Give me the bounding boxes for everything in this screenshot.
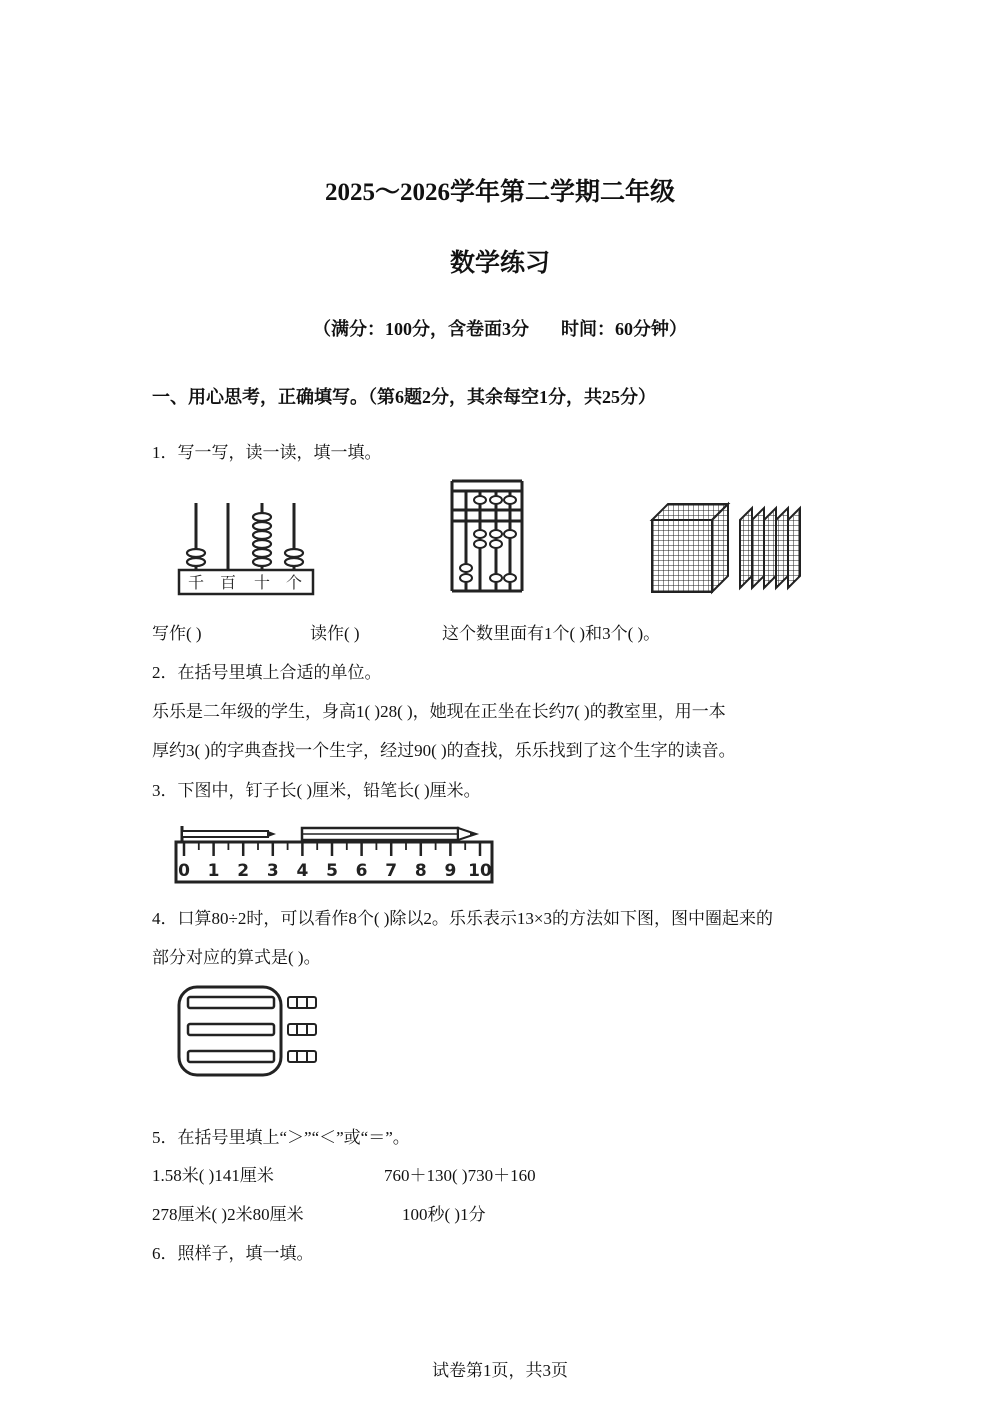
ruler-tick-label: 3 (266, 861, 279, 881)
q4-line2: 部分对应的算式是( )。 (152, 948, 321, 967)
abacus-label-ones: 个 (285, 573, 303, 592)
q2-line2: 厚约3( )的字典查找一个生字，经过90( )的查找，乐乐找到了这个生字的读音。 (152, 741, 736, 760)
abacus-label-hundreds: 百 (219, 573, 237, 592)
q4-line1: 4．口算80÷2时，可以看作8个( )除以2。乐乐表示13×3的方法如下图，图中圈起来的 (152, 909, 773, 928)
counting-frame-figure (448, 478, 526, 596)
exam-title-line2: 数学练习 (449, 250, 550, 277)
q5-stem: 5．在括号里填上“＞”“＜”或“＝”。 (152, 1128, 410, 1147)
ruler-tick-label: 1 (207, 861, 220, 881)
time-info: 时间：60分钟） (561, 319, 687, 339)
q1-write-blank: 写作( ) (152, 624, 202, 643)
page-footer: 试卷第1页，共3页 (432, 1361, 568, 1380)
q1-stem: 1．写一写，读一读，填一填。 (152, 443, 382, 462)
ruler-tick-label: 9 (444, 861, 457, 881)
q3-stem: 3．下图中，钉子长( )厘米，铅笔长( )厘米。 (152, 781, 481, 800)
ruler-tick-label: 7 (385, 861, 398, 881)
nail-shape (182, 826, 276, 842)
q1-read-blank: 读作( ) (310, 624, 360, 643)
ruler-tick-label: 8 (414, 861, 427, 881)
q5-row1-right: 760＋130( )730＋160 (384, 1166, 536, 1185)
exam-title-line1: 2025～2026学年第二学期二年级 (324, 179, 675, 206)
base-ten-blocks-figure (648, 500, 808, 595)
ruler-tick-label: 4 (296, 861, 309, 881)
ruler-tick-label: 2 (237, 861, 250, 881)
ruler-tick-label: 5 (326, 861, 338, 881)
q6-stem: 6．照样子，填一填。 (152, 1244, 314, 1263)
q1-contains-blank: 这个数里面有1个( )和3个( )。 (442, 624, 661, 643)
q5-row1-left: 1.58米( )141厘米 (152, 1166, 274, 1185)
section-heading: 一、用心思考，正确填写。（第6题2分，其余每空1分，共25分） (152, 387, 656, 407)
q2-line1: 乐乐是二年级的学生，身高1( )28( )，她现在正坐在长约7( )的教室里，用一本 (152, 702, 726, 721)
ruler-tick-label: 0 (178, 861, 190, 881)
ruler-figure (174, 820, 496, 884)
ruler-tick-label: 6 (355, 861, 368, 881)
tens-rods-figure (176, 984, 326, 1078)
score-info: （满分：100分，含卷面3分 (313, 319, 529, 339)
exam-meta (0, 315, 1000, 341)
abacus-label-thousands: 千 (187, 573, 205, 592)
abacus-figure (176, 498, 316, 598)
ruler-tick-label: 10 (468, 861, 492, 881)
q2-stem: 2．在括号里填上合适的单位。 (152, 663, 382, 682)
pencil-shape (302, 828, 476, 840)
q5-row2-right: 100秒( )1分 (402, 1205, 486, 1224)
abacus-label-tens: 十 (253, 573, 271, 592)
q5-row2-left: 278厘米( )2米80厘米 (152, 1205, 304, 1224)
